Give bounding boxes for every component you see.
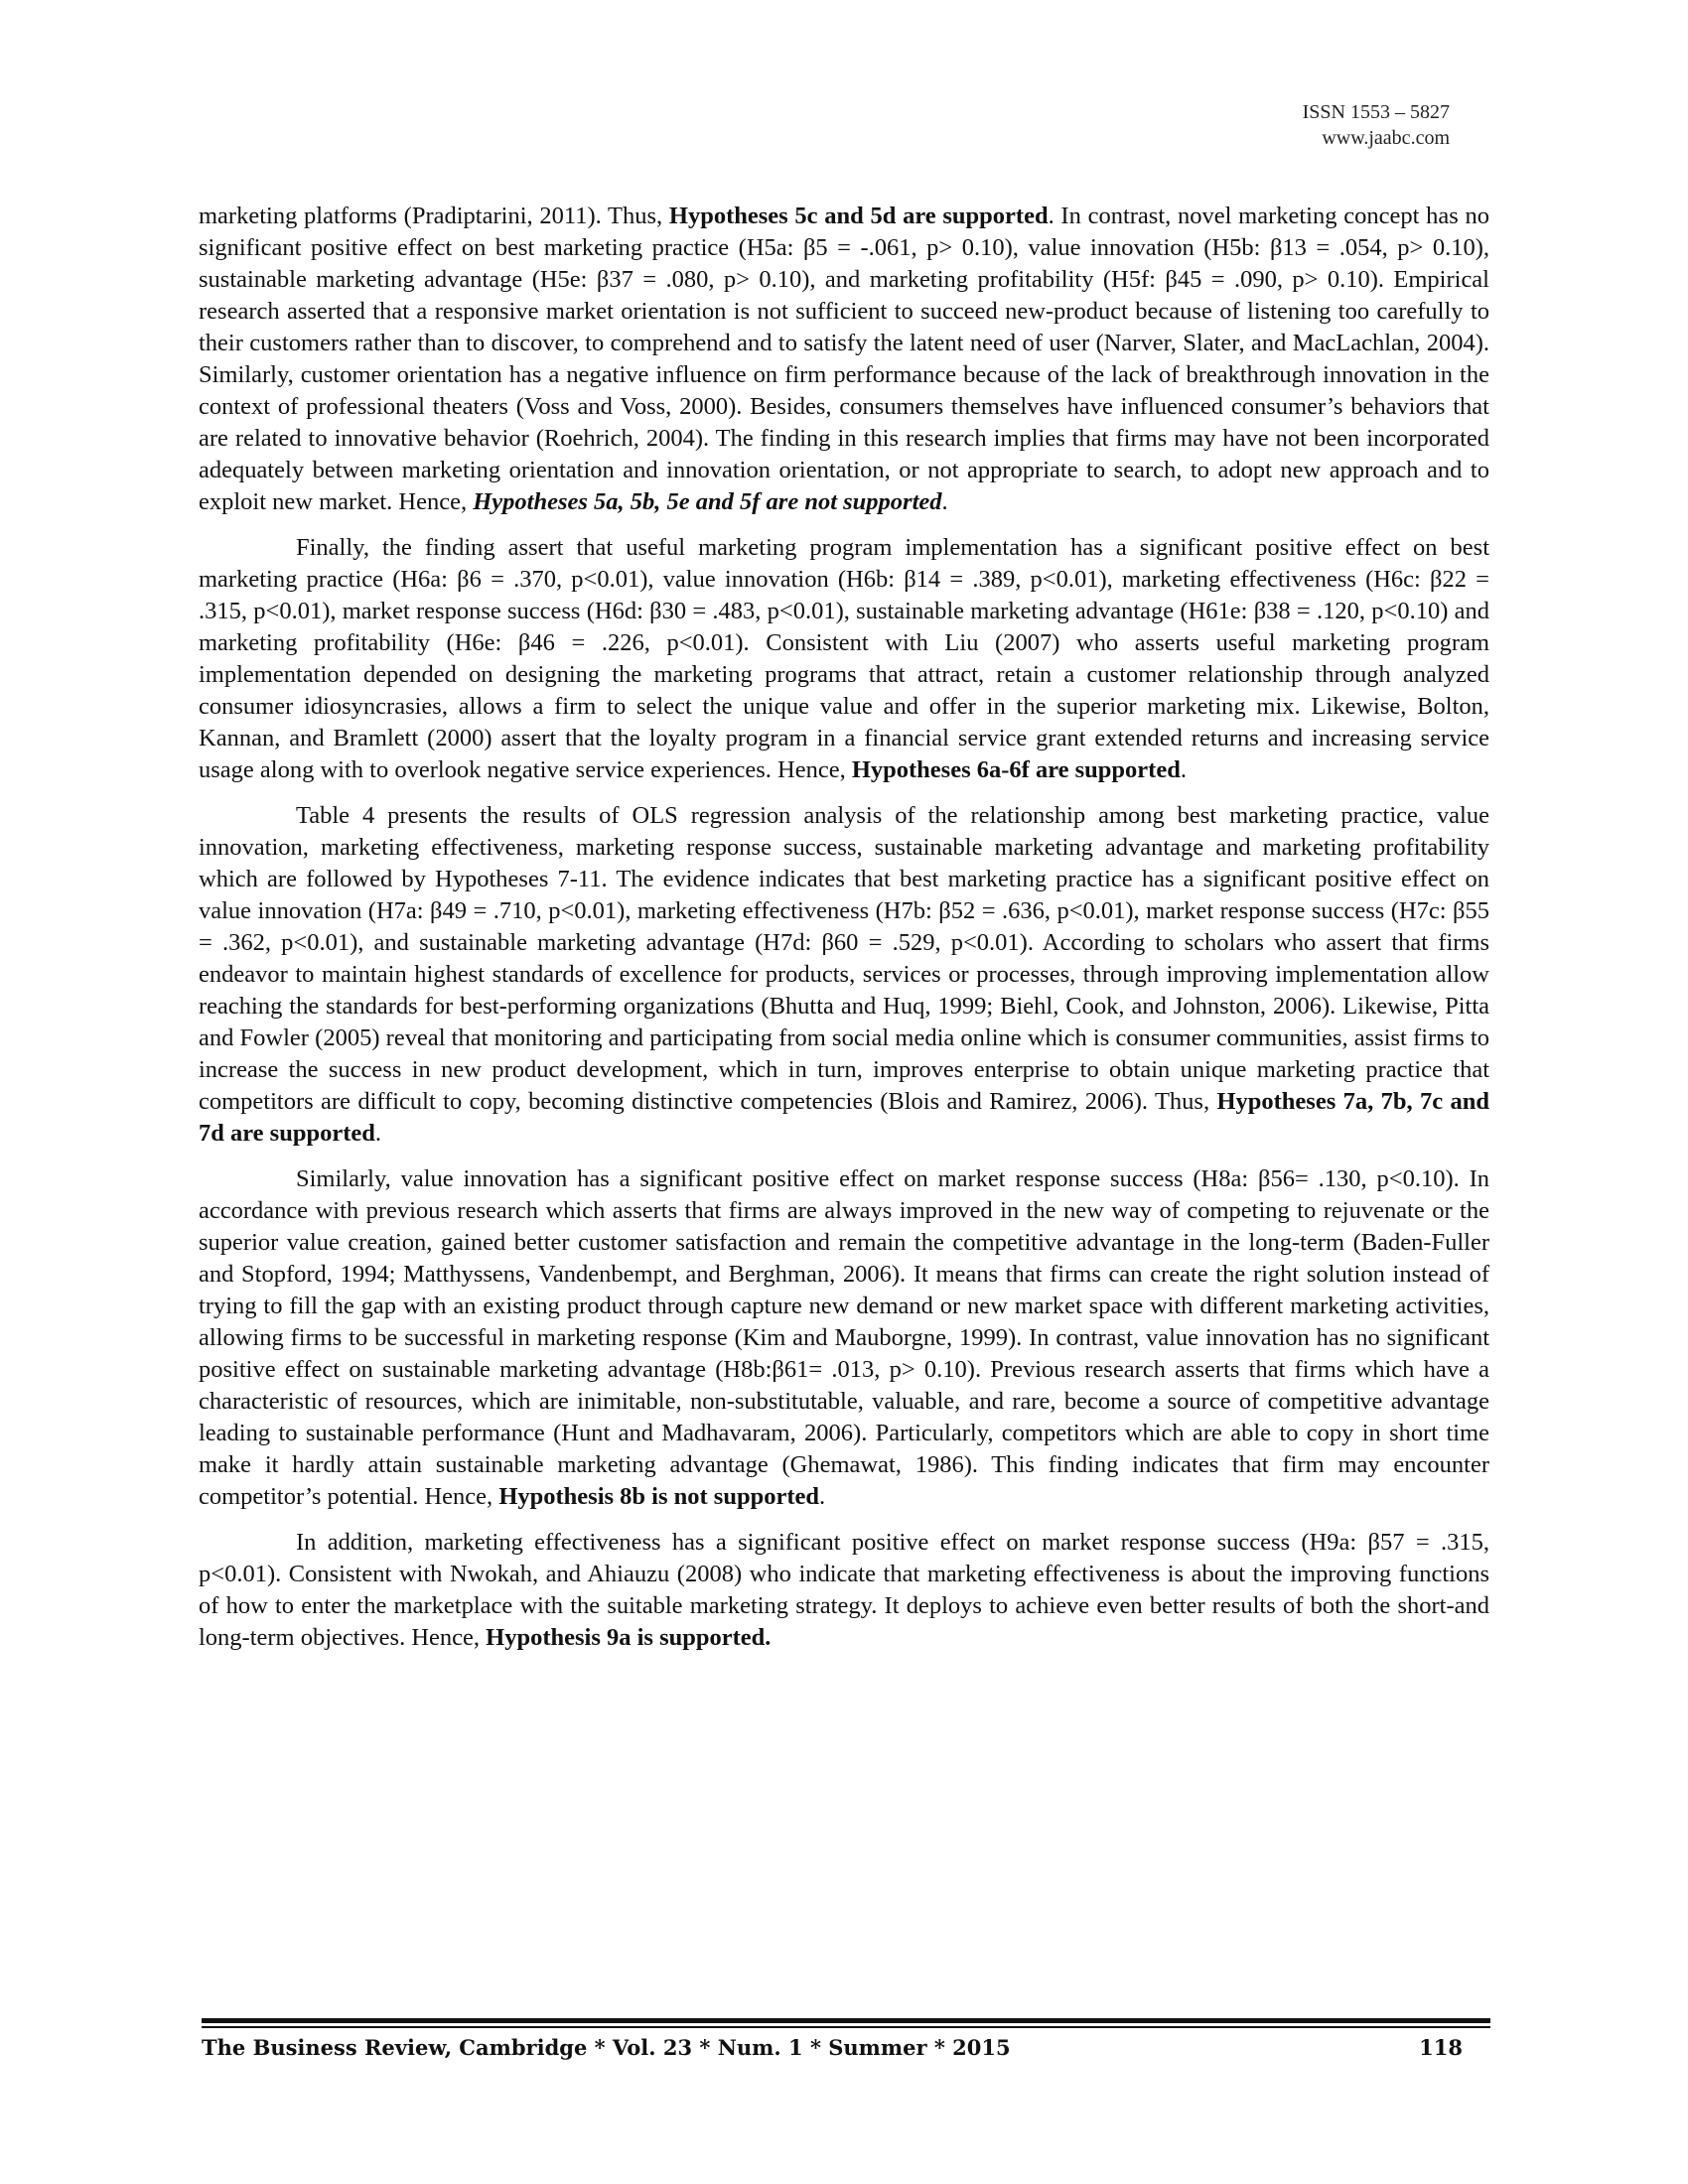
body-paragraph xyxy=(199,201,1489,518)
page-footer xyxy=(202,2035,1490,2067)
body-paragraph xyxy=(199,532,1489,786)
journal-citation: The Business Review, Cambridge * Vol. 23 * Num. 1 * Summer * 2015 xyxy=(202,2035,1011,2060)
hypothesis-result: Hypotheses 5c and 5d are supported xyxy=(668,203,1049,229)
paragraph-text: . xyxy=(1180,756,1187,783)
page-header xyxy=(1303,99,1450,151)
footer-divider-thick xyxy=(202,2018,1490,2023)
paragraph-text: . In contrast, novel marketing concept has no significant positive effect on best marketing practice (H5a: β5 = -.061, p> 0.10), value innovation (H5b: β13 = .054, p> 0.10), sustainable marketing advantage (H5e: β37 = .080, p> 0.10), and marketing profitability (H5f: β45 = .090, p> 0.10). Empirical research asserted that a responsive market orientation is not sufficient to succeed new-product because of listening too carefully to their customers rather than to discover, to comprehend and to satisfy the latent need of user (Narver, Slater, and MacLachlan, 2004). Similarly, customer orientation has a negative influence on firm performance because of the lack of breakthrough innovation in the context of professional theaters (Voss and Voss, 2000). Besides, consumers themselves have influenced consumer’s behaviors that are related to innovative behavior (Roehrich, 2004). The finding in this research implies that firms may have not been incorporated adequately between marketing orientation and innovation orientation, or not appropriate to search, to adopt new approach and to exploit new market. Hence, xyxy=(199,203,1489,515)
body-paragraph xyxy=(199,1527,1489,1654)
hypothesis-result: Hypotheses 5a, 5b, 5e and 5f are not supported xyxy=(473,488,942,515)
journal-website: www.jaabc.com xyxy=(1322,127,1450,149)
hypothesis-result: Hypothesis 8b is not supported xyxy=(498,1483,819,1510)
paragraph-text: Table 4 presents the results of OLS regression analysis of the relationship among best marketing practice, value innovation, marketing effectiveness, marketing response success, sustainable marketing advantage and marketing profitability which are followed by Hypotheses 7-11. The evidence indicates that best marketing practice has a significant positive effect on value innovation (H7a: β49 = .710, p<0.01), marketing effectiveness (H7b: β52 = .636, p<0.01), market response success (H7c: β55 = .362, p<0.01), and sustainable marketing advantage (H7d: β60 = .529, p<0.01). According to scholars who assert that firms endeavor to maintain highest standards of excellence for products, services or processes, through improving implementation allow reaching the standards for best-performing organizations (Bhutta and Huq, 1999; Biehl, Cook, and Johnston, 2006). Likewise, Pitta and Fowler (2005) reveal that monitoring and participating from social media online which is consumer communities, assist firms to increase the success in new product development, which in turn, improves enterprise to obtain unique marketing practice that competitors are difficult to copy, becoming distinctive competencies (Blois and Ramirez, 2006). Thus, xyxy=(199,802,1489,1115)
paragraph-text: In addition, marketing effectiveness has a significant positive effect on market response success (H9a: β57 = .315, p<0.01). Consistent with Nwokah, and Ahiauzu (2008) who indicate that marketing effectiveness is about the improving functions of how to enter the marketplace with the suitable marketing strategy. It deploys to achieve even better results of both the short-and long-term objectives. Hence, xyxy=(199,1529,1489,1651)
paragraph-text: . xyxy=(941,488,948,515)
paragraph-text: . xyxy=(374,1120,382,1147)
paragraph-text: marketing platforms (Pradiptarini, 2011). Thus, xyxy=(199,203,669,229)
body-paragraph xyxy=(199,800,1489,1150)
paragraph-text: Finally, the finding assert that useful marketing program implementation has a significant positive effect on best marketing practice (H6a: β6 = .370, p<0.01), value innovation (H6b: β14 = .389, p<0.01), marketing effectiveness (H6c: β22 = .315, p<0.01), market response success (H6d: β30 = .483, p<0.01), sustainable marketing advantage (H61e: β38 = .120, p<0.10) and marketing profitability (H6e: β46 = .226, p<0.01). Consistent with Liu (2007) who asserts useful marketing program implementation depended on designing the marketing programs that attract, retain a customer relationship through analyzed consumer idiosyncrasies, allows a firm to select the unique value and offer in the superior marketing mix. Likewise, Bolton, Kannan, and Bramlett (2000) assert that the loyalty program in a financial service grant extended returns and increasing service usage along with to overlook negative service experiences. Hence, xyxy=(199,534,1489,783)
footer-divider-thin xyxy=(202,2026,1490,2028)
page-number: 118 xyxy=(1419,2035,1463,2060)
body-paragraph xyxy=(199,1163,1489,1513)
paragraph-text: Similarly, value innovation has a significant positive effect on market response success (H8a: β56= .130, p<0.10). In accordance with previous research which asserts that firms are always improved in the new way of competing to rejuvenate or the superior value creation, gained better customer satisfaction and remain the competitive advantage in the long-term (Baden-Fuller and Stopford, 1994; Matthyssens, Vandenbempt, and Berghman, 2006). It means that firms can create the right solution instead of trying to fill the gap with an existing product through capture new demand or new market space with different marketing activities, allowing firms to be successful in marketing response (Kim and Mauborgne, 1999). In contrast, value innovation has no significant positive effect on sustainable marketing advantage (H8b:β61= .013, p> 0.10). Previous research asserts that firms which have a characteristic of resources, which are inimitable, non-substitutable, valuable, and rare, become a source of competitive advantage leading to sustainable performance (Hunt and Madhavaram, 2006). Particularly, competitors which are able to copy in short time make it hardly attain sustainable marketing advantage (Ghemawat, 1986). This finding indicates that firm may encounter competitor’s potential. Hence, xyxy=(199,1165,1489,1510)
article-body xyxy=(199,201,1489,1668)
paragraph-text: . xyxy=(818,1483,826,1510)
hypothesis-result: Hypotheses 6a-6f are supported xyxy=(851,756,1181,783)
hypothesis-result: Hypotheses 7a, 7b, 7c and 7d are supported xyxy=(199,1088,1489,1147)
issn-label: ISSN 1553 – 5827 xyxy=(1302,101,1450,123)
hypothesis-result: Hypothesis 9a is supported. xyxy=(486,1624,772,1651)
